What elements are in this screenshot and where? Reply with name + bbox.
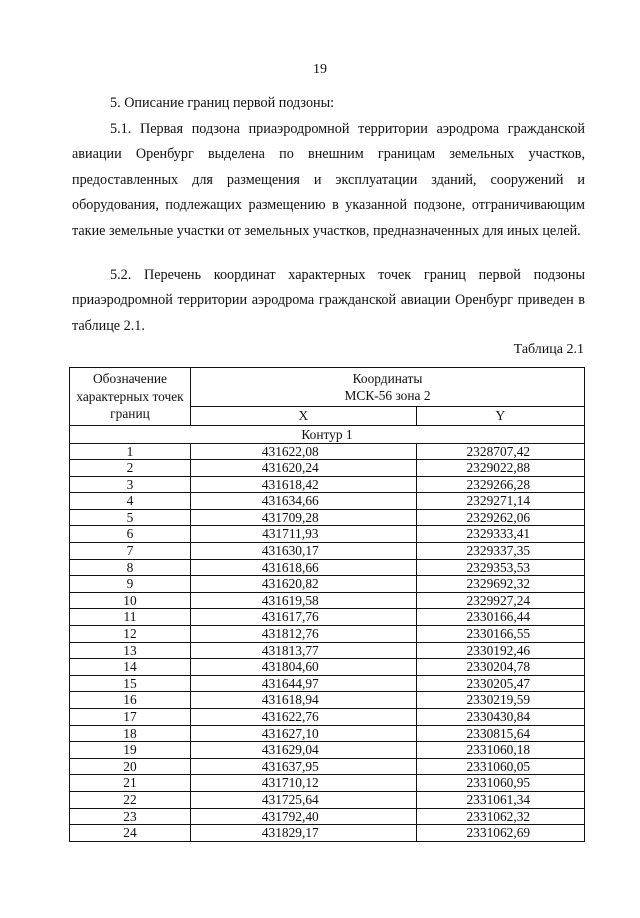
table-row: [70, 675, 585, 692]
contour-row: [70, 425, 585, 443]
header-coordinates-title: Координаты: [352, 370, 423, 386]
x-coordinate-cell: 431627,10: [191, 725, 417, 742]
y-coordinate-cell: 2330815,64: [416, 725, 584, 742]
point-number-cell: 3: [70, 476, 191, 493]
x-coordinate-cell: 431711,93: [191, 526, 417, 543]
y-coordinate-cell: 2329353,53: [416, 559, 584, 576]
point-number-cell: 20: [70, 758, 191, 775]
paragraph-coordinates-intro: 5.2. Перечень координат характерных точек границ первой подзоны приаэродромной территории аэродрома гражданской авиации Оренбург приведен в таблице 2.1.: [72, 267, 585, 334]
table-row: [70, 808, 585, 825]
x-coordinate-cell: 431792,40: [191, 808, 417, 825]
point-number-cell: 12: [70, 626, 191, 643]
point-number-cell: 21: [70, 775, 191, 792]
y-coordinate-cell: 2331060,95: [416, 775, 584, 792]
x-coordinate-cell: 431618,94: [191, 692, 417, 709]
header-coordinates: [191, 368, 585, 407]
y-coordinate-cell: 2329337,35: [416, 543, 584, 560]
table-row: [70, 709, 585, 726]
point-number-cell: 13: [70, 642, 191, 659]
y-coordinate-cell: 2329022,88: [416, 460, 584, 477]
header-point-designation: Обозначение характерных точек границ: [70, 368, 191, 426]
x-coordinate-cell: 431710,12: [191, 775, 417, 792]
table-header-row: [70, 368, 585, 407]
x-coordinate-cell: 431634,66: [191, 493, 417, 510]
y-coordinate-cell: 2330166,44: [416, 609, 584, 626]
x-coordinate-cell: 431618,66: [191, 559, 417, 576]
x-coordinate-cell: 431630,17: [191, 543, 417, 560]
x-coordinate-cell: 431622,08: [191, 443, 417, 460]
table-row: [70, 725, 585, 742]
section-heading: 5. Описание границ первой подзоны:: [110, 95, 335, 111]
point-number-cell: 16: [70, 692, 191, 709]
x-coordinate-cell: 431709,28: [191, 509, 417, 526]
point-number-cell: 1: [70, 443, 191, 460]
x-coordinate-cell: 431725,64: [191, 791, 417, 808]
y-coordinate-cell: 2331060,18: [416, 742, 584, 759]
table-row: [70, 775, 585, 792]
table-row: [70, 642, 585, 659]
table-row: [70, 509, 585, 526]
table-row: [70, 659, 585, 676]
table-caption: Таблица 2.1: [513, 342, 584, 357]
point-number-cell: 22: [70, 791, 191, 808]
x-coordinate-cell: 431644,97: [191, 675, 417, 692]
x-coordinate-cell: 431629,04: [191, 742, 417, 759]
point-number-cell: 10: [70, 592, 191, 609]
table-row: [70, 692, 585, 709]
paragraph-subzone-description: 5.1. Первая подзона приаэродромной территории аэродрома гражданской авиации Оренбург выделена по внешним границам земельных участков, предоставленных для размещения и эксплуатации зданий, сооружений и оборудования, подлежащих размещению в указанной подзоне, отграничивающим такие земельные участки от земельных участков, предназначенных для иных целей.: [72, 121, 585, 239]
x-coordinate-cell: 431813,77: [191, 642, 417, 659]
y-coordinate-cell: 2330205,47: [416, 675, 584, 692]
y-coordinate-cell: 2329333,41: [416, 526, 584, 543]
y-coordinate-cell: 2330166,55: [416, 626, 584, 643]
y-coordinate-cell: 2331061,34: [416, 791, 584, 808]
contour-label: Контур 1: [70, 425, 585, 443]
page-number: 19: [313, 62, 327, 77]
point-number-cell: 19: [70, 742, 191, 759]
x-coordinate-cell: 431617,76: [191, 609, 417, 626]
point-number-cell: 11: [70, 609, 191, 626]
y-coordinate-cell: 2330192,46: [416, 642, 584, 659]
y-coordinate-cell: 2330219,59: [416, 692, 584, 709]
table-row: [70, 476, 585, 493]
table-row: [70, 443, 585, 460]
y-coordinate-cell: 2329266,28: [416, 476, 584, 493]
point-number-cell: 24: [70, 825, 191, 842]
x-coordinate-cell: 431620,82: [191, 576, 417, 593]
x-coordinate-cell: 431829,17: [191, 825, 417, 842]
y-coordinate-cell: 2330430,84: [416, 709, 584, 726]
point-number-cell: 8: [70, 559, 191, 576]
y-coordinate-cell: 2331062,32: [416, 808, 584, 825]
table-row: [70, 626, 585, 643]
y-coordinate-cell: 2328707,42: [416, 443, 584, 460]
coordinates-table: [69, 367, 585, 842]
point-number-cell: 23: [70, 808, 191, 825]
point-number-cell: 7: [70, 543, 191, 560]
point-number-cell: 14: [70, 659, 191, 676]
y-coordinate-cell: 2331060,05: [416, 758, 584, 775]
y-coordinate-cell: 2329927,24: [416, 592, 584, 609]
x-coordinate-cell: 431622,76: [191, 709, 417, 726]
header-x: X: [191, 406, 417, 425]
table-row: [70, 825, 585, 842]
table-body: [70, 425, 585, 841]
header-y: Y: [416, 406, 584, 425]
x-coordinate-cell: 431619,58: [191, 592, 417, 609]
point-number-cell: 6: [70, 526, 191, 543]
table-row: [70, 758, 585, 775]
y-coordinate-cell: 2329692,32: [416, 576, 584, 593]
x-coordinate-cell: 431618,42: [191, 476, 417, 493]
point-number-cell: 15: [70, 675, 191, 692]
y-coordinate-cell: 2329262,06: [416, 509, 584, 526]
table-row: [70, 742, 585, 759]
table-row: [70, 493, 585, 510]
point-number-cell: 5: [70, 509, 191, 526]
y-coordinate-cell: 2330204,78: [416, 659, 584, 676]
x-coordinate-cell: 431804,60: [191, 659, 417, 676]
table-row: [70, 791, 585, 808]
x-coordinate-cell: 431637,95: [191, 758, 417, 775]
y-coordinate-cell: 2331062,69: [416, 825, 584, 842]
table-row: [70, 559, 585, 576]
header-coordinate-system: МСК-56 зона 2: [344, 387, 431, 403]
table-row: [70, 576, 585, 593]
table-row: [70, 543, 585, 560]
point-number-cell: 17: [70, 709, 191, 726]
point-number-cell: 9: [70, 576, 191, 593]
table-row: [70, 460, 585, 477]
point-number-cell: 4: [70, 493, 191, 510]
x-coordinate-cell: 431812,76: [191, 626, 417, 643]
point-number-cell: 2: [70, 460, 191, 477]
table-row: [70, 609, 585, 626]
point-number-cell: 18: [70, 725, 191, 742]
y-coordinate-cell: 2329271,14: [416, 493, 584, 510]
x-coordinate-cell: 431620,24: [191, 460, 417, 477]
table-row: [70, 526, 585, 543]
table-row: [70, 592, 585, 609]
